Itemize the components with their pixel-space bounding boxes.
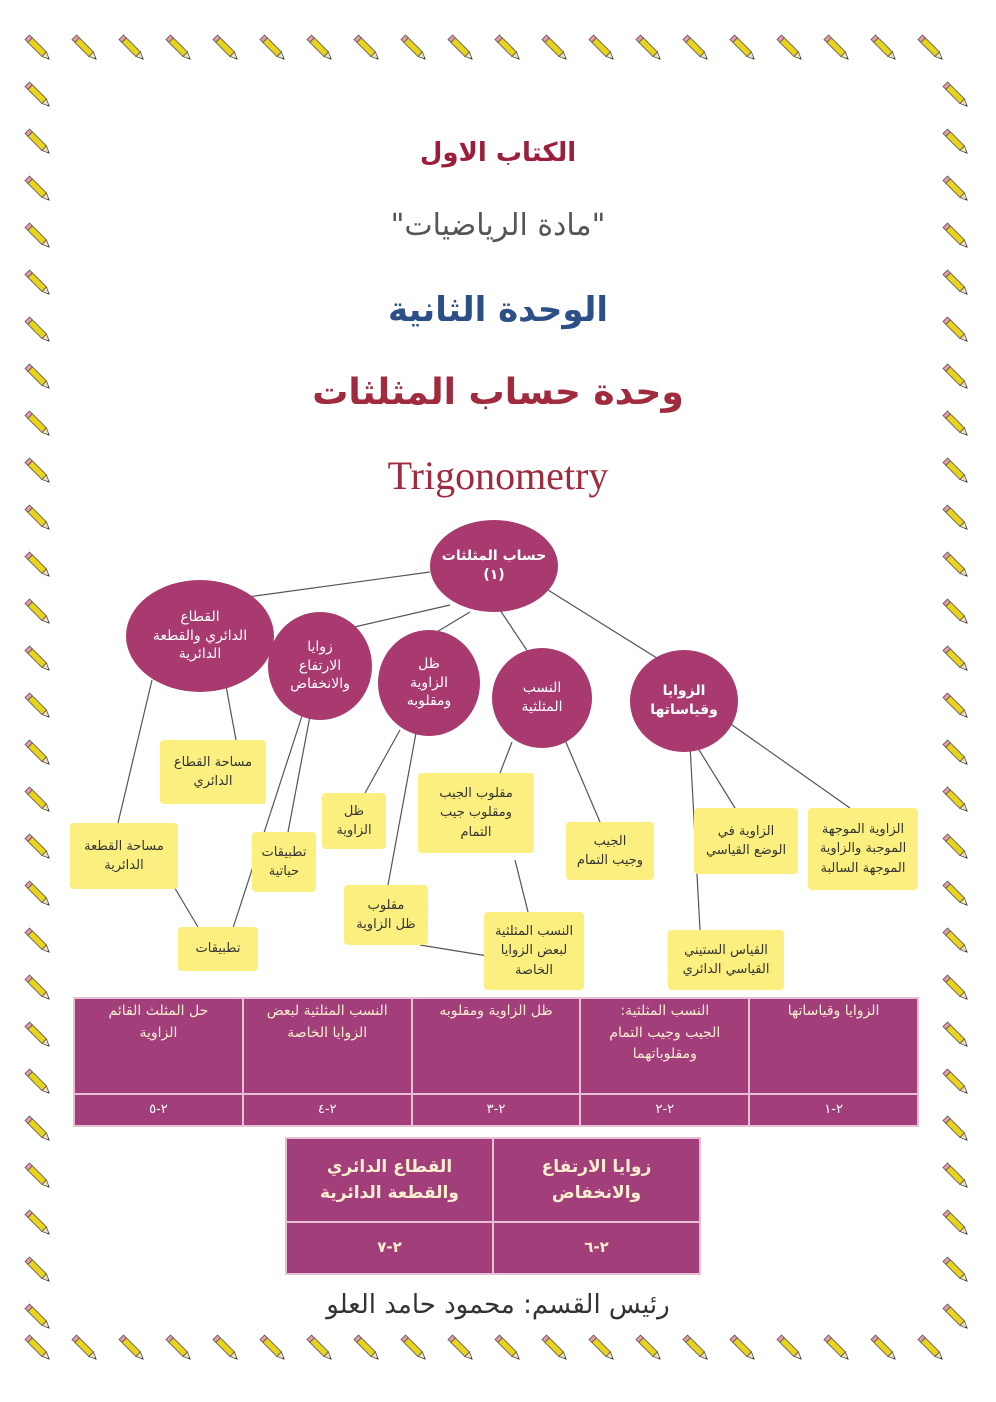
lesson-number: ٢-٧ [286,1222,493,1274]
branch-ratios: النسب المثلثية [492,648,592,748]
unit-number: الوحدة الثانية [387,290,609,330]
lesson-number: ٢-٦ [493,1222,700,1274]
department-head: رئيس القسم: محمود حامد العلو [326,1290,670,1320]
lesson-number: ٢-٣ [412,1094,581,1126]
branch-tangent: ظل الزاوية ومقلوبه [378,630,480,736]
lessons-table-2 [285,1137,701,1275]
branch-sector: القطاع الدائري والقطعة الدائرية [126,580,274,692]
box-standard-position: الزاوية في الوضع القياسي [694,808,798,874]
lesson-number: ٢-٥ [74,1094,243,1126]
lesson-topic: النسب المثلثية: الجيب وجيب التمام ومقلوباتهما [580,998,749,1094]
lesson-number: ٢-٢ [580,1094,749,1126]
book-title: الكتاب الاول [419,138,577,168]
box-cot: مقلوب ظل الزاوية [344,885,428,945]
unit-name: وحدة حساب المثلثات [312,372,684,413]
lessons-table [73,997,919,1127]
box-special-angles: النسب المثلثية لبعض الزوايا الخاصة [484,912,584,990]
box-sector-area: مساحة القطاع الدائري [160,740,266,804]
lesson-topic: الزوايا وقياساتها [749,998,918,1094]
branch-elevation: زوايا الارتفاع والانخفاض [268,612,372,720]
lesson-topic: ظل الزاوية ومقلوبه [412,998,581,1094]
root-node: حساب المثلثات (١) [430,520,558,612]
box-life-apps: تطبيقات حياتية [252,832,316,892]
lesson-topic: حل المثلث القائم الزاوية [74,998,243,1094]
lesson-topic: زوايا الارتفاع والانخفاض [493,1138,700,1222]
branch-angles: الزوايا وقياساتها [630,650,738,752]
box-measures: القياس الستيني القياسي الدائري [668,930,784,990]
lesson-number: ٢-٤ [243,1094,412,1126]
lesson-topic: النسب المثلثية لبعض الزوايا الخاصة [243,998,412,1094]
english-title: Trigonometry [387,453,609,498]
box-tan-angle: ظل الزاوية [322,793,386,849]
lesson-number: ٢-١ [749,1094,918,1126]
box-segment-area: مساحة القطعة الدائرية [70,823,178,889]
box-applications: تطبيقات [178,927,258,971]
lesson-topic: القطاع الدائري والقطعة الدائرية [286,1138,493,1222]
box-reciprocals: مقلوب الجيب ومقلوب جيب التمام [418,773,534,853]
box-sin-cos: الجيب وجيب التمام [566,822,654,880]
subject-title: "مادة الرياضيات" [390,208,606,243]
box-directed-angle: الزاوية الموجهة الموجبة والزاوية الموجهة السالبة [808,808,918,890]
